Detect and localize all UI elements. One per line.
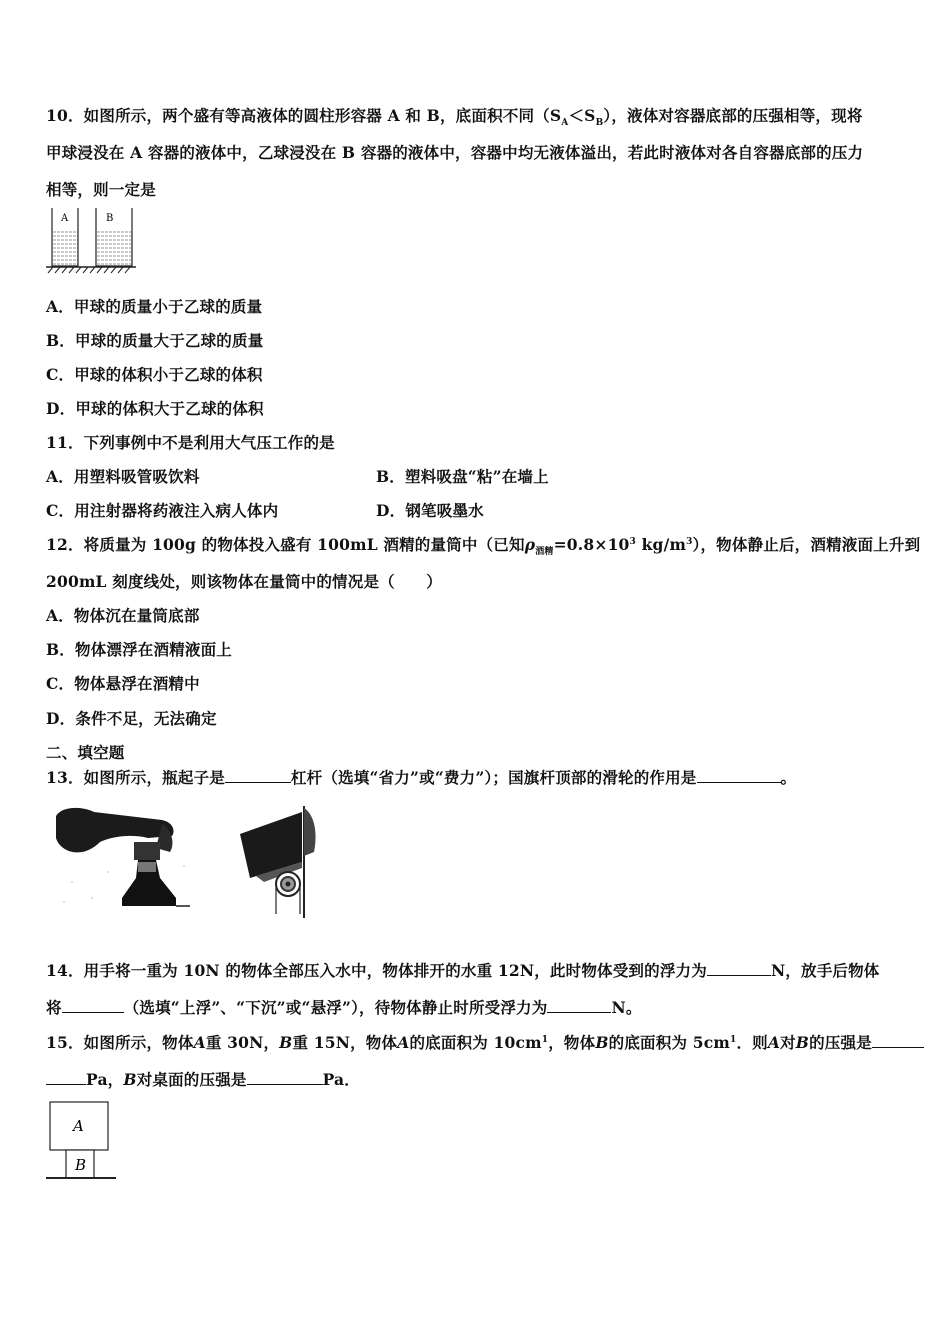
container-a-liquid — [52, 230, 78, 266]
container-a-label: A — [61, 213, 69, 224]
q13-stem: 13．如图所示，瓶起子是 杠杆（选填“省力”或“费力”）；国旗杆顶部的滑轮的作用是 。 — [46, 768, 797, 787]
q12-option-c: C．物体悬浮在酒精中 — [46, 674, 200, 693]
answer-blank[interactable] — [225, 768, 291, 783]
q11-option-d: D．钢笔吸墨水 — [376, 501, 484, 520]
q15-stem-line2: Pa，B对桌面的压强是 Pa． — [46, 1068, 360, 1090]
q10-stem-line1: 10．如图所示，两个盛有等高液体的圆柱形容器 A 和 B，底面积不同$(S_A<S_B)$，液体对容器底部的压强相等，现将 — [46, 106, 863, 129]
answer-blank[interactable] — [872, 1033, 924, 1048]
q10-option-a: A．甲球的质量小于乙球的质量 — [46, 297, 263, 316]
q10-stem-line2: 甲球浸没在 A 容器的液体中，乙球浸没在 B 容器的液体中，容器中均无液体溢出，若此时液体对各自容器底部的压力 — [46, 143, 864, 162]
container-b-liquid — [96, 230, 132, 266]
q11-stem: 11．下列事例中不是利用大气压工作的是 — [46, 433, 335, 452]
answer-blank[interactable] — [247, 1070, 323, 1085]
answer-blank[interactable] — [547, 998, 611, 1013]
answer-blank-continued[interactable] — [46, 1070, 86, 1085]
answer-blank[interactable] — [62, 998, 124, 1013]
stacked-blocks-figure — [44, 1098, 120, 1182]
container-b-label: B — [106, 213, 114, 224]
q10-option-b: B．甲球的质量大于乙球的质量 — [46, 331, 264, 350]
q12-stem-line2: 200mL 刻度线处，则该物体在量筒中的情况是（ ） — [46, 572, 442, 591]
q11-option-c: C．用注射器将药液注入病人体内 — [46, 501, 279, 520]
bottle-opener-figure — [52, 802, 194, 920]
q10-stem-line3: 相等，则一定是 — [46, 180, 156, 199]
q15-stem-line1: 15．如图所示，物体A重 30N，B重 15N，物体A的底面积为 $10cm^1$，物体B的底面积为 $5cm^1$．则A对B的压强是 — [46, 1031, 924, 1053]
q14-stem-line2: 将 （选填“上浮”、“下沉”或“悬浮”），待物体静止时所受浮力为 N。 — [46, 998, 642, 1017]
ground-hatch — [48, 267, 130, 273]
q12-option-d: D．条件不足，无法确定 — [46, 709, 217, 728]
q12-stem-line1: 12．将质量为 100g 的物体投入盛有 100mL 酒精的量筒中（已知$\rho_{酒精}=0.8\times 10^3$ $kg/m^3$），物体静止后，酒精液面上升到 — [46, 535, 921, 558]
flagpole-pulley-figure — [236, 802, 336, 920]
answer-blank[interactable] — [707, 961, 771, 976]
q10-option-d: D．甲球的体积大于乙球的体积 — [46, 399, 264, 418]
section-heading-fill-in: 二、填空题 — [46, 743, 125, 762]
q12-option-a: A．物体沉在量筒底部 — [46, 606, 200, 625]
q14-stem-line1: 14．用手将一重为 10N 的物体全部压入水中，物体排开的水重 12N，此时物体受到的浮力为 N，放手后物体 — [46, 961, 880, 980]
q10-containers-figure — [46, 206, 138, 274]
q10-option-c: C．甲球的体积小于乙球的体积 — [46, 365, 263, 384]
answer-blank[interactable] — [697, 768, 781, 783]
q11-option-b: B．塑料吸盘“粘”在墙上 — [376, 467, 549, 486]
q11-option-a: A．用塑料吸管吸饮料 — [46, 467, 200, 486]
block-a-label: A — [73, 1117, 84, 1135]
block-b-label: B — [75, 1156, 87, 1174]
q12-option-b: B．物体漂浮在酒精液面上 — [46, 640, 233, 659]
